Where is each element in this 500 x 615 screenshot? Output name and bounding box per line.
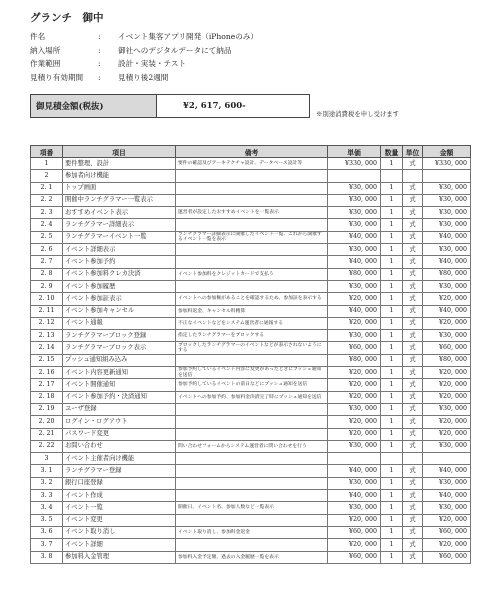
table-row xyxy=(31,280,471,292)
table-row xyxy=(31,231,471,243)
cell-remark xyxy=(176,194,328,206)
cell-item: イベント変更 xyxy=(63,514,176,526)
cell-no: 2. 4 xyxy=(31,219,63,231)
cell-item: 開催中ランチグラマー一覧表示 xyxy=(63,194,176,206)
cell-amount: ¥40, 000 xyxy=(423,490,471,502)
table-row xyxy=(31,391,471,403)
cell-price: ¥20, 000 xyxy=(328,416,381,428)
cell-remark: 開催日、イベント名、参加人数など一覧表示 xyxy=(176,502,328,514)
cell-qty: 1 xyxy=(381,367,403,379)
cell-qty: 1 xyxy=(381,231,403,243)
cell-remark: 参加料入金予定額、過去の入金履歴一覧を表示 xyxy=(176,551,328,563)
info-value: イベント集客アプリ開発（iPhoneのみ） xyxy=(118,32,258,41)
cell-item: パスワード変更 xyxy=(63,428,176,440)
info-colon: : xyxy=(98,45,101,55)
cell-item: イベント一覧 xyxy=(63,502,176,514)
table-row xyxy=(31,453,471,465)
cell-qty xyxy=(381,453,403,465)
cell-qty: 1 xyxy=(381,539,403,551)
cell-item: トップ画面 xyxy=(63,182,176,194)
cell-no: 2. 2 xyxy=(31,194,63,206)
header-unit: 単位 xyxy=(403,146,423,158)
cell-amount: ¥40, 000 xyxy=(423,256,471,268)
cell-remark: イベント取り消し、参加料金返金 xyxy=(176,526,328,538)
cell-price: ¥30, 000 xyxy=(328,182,381,194)
cell-qty: 1 xyxy=(381,244,403,256)
table-row xyxy=(31,317,471,329)
cell-amount: ¥30, 000 xyxy=(423,330,471,342)
cell-price: ¥40, 000 xyxy=(328,305,381,317)
cell-price: ¥60, 000 xyxy=(328,342,381,354)
cell-item: ランチグラマーイベント一覧 xyxy=(63,231,176,243)
cell-remark xyxy=(176,280,328,292)
table-row xyxy=(31,428,471,440)
cell-price: ¥40, 000 xyxy=(328,256,381,268)
table-row xyxy=(31,182,471,194)
cell-qty: 1 xyxy=(381,280,403,292)
cell-item: イベント通報 xyxy=(63,317,176,329)
cell-price: ¥20, 000 xyxy=(328,367,381,379)
cell-price: ¥30, 000 xyxy=(328,194,381,206)
estimate-table xyxy=(30,145,471,564)
cell-no: 3. 6 xyxy=(31,526,63,538)
cell-qty: 1 xyxy=(381,317,403,329)
cell-qty: 1 xyxy=(381,330,403,342)
cell-unit: 式 xyxy=(403,317,423,329)
info-row xyxy=(30,30,258,44)
cell-remark xyxy=(176,354,328,366)
cell-unit: 式 xyxy=(403,367,423,379)
table-row xyxy=(31,305,471,317)
cell-amount: ¥30, 000 xyxy=(423,502,471,514)
cell-price: ¥20, 000 xyxy=(328,514,381,526)
cell-remark: 参加予約しているイベント内容に変更があったときにプッシュ通知を送信 xyxy=(176,367,328,379)
cell-no: 2. 6 xyxy=(31,244,63,256)
cell-item: ランチグラマー詳細表示 xyxy=(63,219,176,231)
cell-item: ランチグラマーブロック表示 xyxy=(63,342,176,354)
cell-price: ¥30, 000 xyxy=(328,440,381,452)
table-row xyxy=(31,158,471,170)
cell-remark: イベントへの参加予約、参加料金決済完了時にプッシュ通知を送信 xyxy=(176,391,328,403)
cell-item: イベント参加証表示 xyxy=(63,293,176,305)
cell-amount: ¥30, 000 xyxy=(423,403,471,415)
cell-unit: 式 xyxy=(403,514,423,526)
table-row xyxy=(31,526,471,538)
table-row xyxy=(31,490,471,502)
cell-qty: 1 xyxy=(381,490,403,502)
cell-no: 3. 4 xyxy=(31,502,63,514)
table-row xyxy=(31,170,471,182)
cell-item: 銀行口座登録 xyxy=(63,477,176,489)
tax-note: ※別途消費税を申し受けます xyxy=(316,110,400,118)
cell-unit: 式 xyxy=(403,379,423,391)
cell-no: 2. 14 xyxy=(31,342,63,354)
cell-amount: ¥60, 000 xyxy=(423,342,471,354)
info-row xyxy=(30,57,258,71)
cell-unit: 式 xyxy=(403,207,423,219)
cell-item: イベント内容更新通知 xyxy=(63,367,176,379)
cell-unit: 式 xyxy=(403,182,423,194)
cell-item: お問い合わせ xyxy=(63,440,176,452)
cell-no: 1 xyxy=(31,158,63,170)
table-row xyxy=(31,354,471,366)
cell-no: 3. 7 xyxy=(31,539,63,551)
cell-remark: 問い合わせフォームからシステム運営者に問い合わせを行う xyxy=(176,440,328,452)
header-price: 単価 xyxy=(328,146,381,158)
info-row xyxy=(30,71,258,85)
cell-price: ¥20, 000 xyxy=(328,391,381,403)
cell-qty: 1 xyxy=(381,194,403,206)
cell-remark xyxy=(176,416,328,428)
cell-item: イベント参加料クレカ決済 xyxy=(63,268,176,280)
table-row xyxy=(31,207,471,219)
cell-item: 参加料入金管理 xyxy=(63,551,176,563)
cell-no: 2. 21 xyxy=(31,428,63,440)
cell-remark: 要件の確認及びアーキテクチャ設計、データベース設計等 xyxy=(176,158,328,170)
cell-qty: 1 xyxy=(381,416,403,428)
cell-remark xyxy=(176,182,328,194)
cell-no: 2. 9 xyxy=(31,280,63,292)
cell-no: 2. 12 xyxy=(31,317,63,329)
cell-amount: ¥40, 000 xyxy=(423,231,471,243)
cell-amount: ¥60, 000 xyxy=(423,551,471,563)
cell-amount: ¥20, 000 xyxy=(423,514,471,526)
cell-qty: 1 xyxy=(381,182,403,194)
cell-qty: 1 xyxy=(381,526,403,538)
cell-price xyxy=(328,170,381,182)
cell-no: 2. 13 xyxy=(31,330,63,342)
cell-remark xyxy=(176,490,328,502)
cell-amount: ¥40, 000 xyxy=(423,465,471,477)
table-row xyxy=(31,539,471,551)
cell-item: おすすめイベント表示 xyxy=(63,207,176,219)
cell-no: 2. 17 xyxy=(31,379,63,391)
info-value: 御社へのデジタルデータにて納品 xyxy=(118,45,232,55)
header-amount: 金額 xyxy=(423,146,471,158)
cell-qty: 1 xyxy=(381,440,403,452)
cell-unit: 式 xyxy=(403,330,423,342)
cell-qty: 1 xyxy=(381,219,403,231)
cell-price: ¥80, 000 xyxy=(328,268,381,280)
cell-unit: 式 xyxy=(403,256,423,268)
cell-item: イベント参加キャンセル xyxy=(63,305,176,317)
cell-remark xyxy=(176,539,328,551)
cell-item: ランチグラマーブロック登録 xyxy=(63,330,176,342)
cell-amount xyxy=(423,170,471,182)
cell-unit: 式 xyxy=(403,231,423,243)
cell-amount: ¥30, 000 xyxy=(423,477,471,489)
cell-remark: 参加料返金、キャンセル料精算 xyxy=(176,305,328,317)
cell-price: ¥20, 000 xyxy=(328,428,381,440)
table-row xyxy=(31,293,471,305)
cell-unit: 式 xyxy=(403,526,423,538)
cell-amount: ¥30, 000 xyxy=(423,207,471,219)
info-value: 設計・実装・テスト xyxy=(118,59,187,68)
cell-remark: ランチグラマー詳細表示に開催したイベント一覧、これから開催するイベント一覧を表示 xyxy=(176,231,328,243)
cell-price: ¥30, 000 xyxy=(328,280,381,292)
cell-amount: ¥80, 000 xyxy=(423,354,471,366)
cell-unit: 式 xyxy=(403,280,423,292)
cell-remark xyxy=(176,170,328,182)
cell-no: 2. 8 xyxy=(31,268,63,280)
cell-qty xyxy=(381,170,403,182)
cell-amount: ¥30, 000 xyxy=(423,280,471,292)
cell-no: 2. 16 xyxy=(31,367,63,379)
cell-price: ¥30, 000 xyxy=(328,403,381,415)
table-row xyxy=(31,502,471,514)
info-key: 件名 xyxy=(30,32,46,41)
cell-price xyxy=(328,453,381,465)
info-key: 作業範囲 xyxy=(30,59,61,68)
cell-qty: 1 xyxy=(381,428,403,440)
cell-no: 2. 7 xyxy=(31,256,63,268)
cell-no: 2. 19 xyxy=(31,403,63,415)
cell-unit: 式 xyxy=(403,219,423,231)
cell-unit: 式 xyxy=(403,244,423,256)
table-row xyxy=(31,219,471,231)
cell-qty: 1 xyxy=(381,477,403,489)
cell-amount: ¥20, 000 xyxy=(423,317,471,329)
cell-price: ¥30, 000 xyxy=(328,219,381,231)
cell-price: ¥40, 000 xyxy=(328,465,381,477)
info-key: 見積り有効期間 xyxy=(30,72,84,82)
cell-price: ¥20, 000 xyxy=(328,539,381,551)
cell-remark: 指定したランチグラマーをブロックする xyxy=(176,330,328,342)
cell-item: 参加者向け機能 xyxy=(63,170,176,182)
cell-unit: 式 xyxy=(403,502,423,514)
cell-unit xyxy=(403,453,423,465)
estimate-info xyxy=(30,30,258,84)
cell-no: 2. 15 xyxy=(31,354,63,366)
cell-qty: 1 xyxy=(381,342,403,354)
cell-no: 2. 22 xyxy=(31,440,63,452)
cell-unit: 式 xyxy=(403,342,423,354)
cell-unit: 式 xyxy=(403,305,423,317)
cell-amount: ¥60, 000 xyxy=(423,526,471,538)
table-row xyxy=(31,379,471,391)
cell-qty: 1 xyxy=(381,551,403,563)
cell-price: ¥20, 000 xyxy=(328,379,381,391)
cell-remark: 運営者が設定したおすすめイベントを一覧表示 xyxy=(176,207,328,219)
cell-unit: 式 xyxy=(403,477,423,489)
total-amount-value: ¥2, 617, 600- xyxy=(183,101,246,111)
cell-amount: ¥20, 000 xyxy=(423,293,471,305)
cell-unit: 式 xyxy=(403,428,423,440)
cell-no: 3. 1 xyxy=(31,465,63,477)
info-colon: : xyxy=(98,32,101,41)
cell-remark xyxy=(176,465,328,477)
cell-amount: ¥20, 000 xyxy=(423,379,471,391)
cell-item: ユーザ登録 xyxy=(63,403,176,415)
cell-item: イベント参加予約・決済通知 xyxy=(63,391,176,403)
cell-price: ¥40, 000 xyxy=(328,231,381,243)
info-key: 納入場所 xyxy=(30,45,61,55)
info-value: 見積り後2週間 xyxy=(118,72,169,82)
cell-price: ¥330, 000 xyxy=(328,158,381,170)
cell-no: 3. 8 xyxy=(31,551,63,563)
cell-amount: ¥30, 000 xyxy=(423,440,471,452)
cell-qty: 1 xyxy=(381,379,403,391)
cell-no: 3. 2 xyxy=(31,477,63,489)
cell-unit: 式 xyxy=(403,354,423,366)
cell-item: イベント詳細 xyxy=(63,539,176,551)
cell-unit: 式 xyxy=(403,194,423,206)
cell-unit: 式 xyxy=(403,539,423,551)
info-row xyxy=(30,44,258,58)
cell-no: 2. 1 xyxy=(31,182,63,194)
info-colon: : xyxy=(98,59,101,68)
cell-qty: 1 xyxy=(381,256,403,268)
cell-unit: 式 xyxy=(403,551,423,563)
table-row xyxy=(31,244,471,256)
cell-amount: ¥20, 000 xyxy=(423,428,471,440)
header-qty: 数量 xyxy=(381,146,403,158)
cell-amount: ¥80, 000 xyxy=(423,268,471,280)
cell-qty: 1 xyxy=(381,514,403,526)
cell-amount: ¥30, 000 xyxy=(423,244,471,256)
cell-no: 2. 11 xyxy=(31,305,63,317)
cell-qty: 1 xyxy=(381,305,403,317)
cell-no: 2. 3 xyxy=(31,207,63,219)
table-row xyxy=(31,342,471,354)
cell-qty: 1 xyxy=(381,465,403,477)
cell-unit: 式 xyxy=(403,391,423,403)
cell-no: 2 xyxy=(31,170,63,182)
cell-amount: ¥20, 000 xyxy=(423,391,471,403)
cell-remark xyxy=(176,256,328,268)
cell-item: ログイン・ログアウト xyxy=(63,416,176,428)
cell-price: ¥30, 000 xyxy=(328,244,381,256)
cell-amount: ¥20, 000 xyxy=(423,416,471,428)
cell-unit: 式 xyxy=(403,403,423,415)
cell-qty: 1 xyxy=(381,268,403,280)
cell-price: ¥20, 000 xyxy=(328,293,381,305)
cell-remark xyxy=(176,403,328,415)
header-item: 項目 xyxy=(63,146,176,158)
cell-price: ¥60, 000 xyxy=(328,551,381,563)
cell-unit xyxy=(403,170,423,182)
cell-qty: 1 xyxy=(381,403,403,415)
cell-item: イベント開催通知 xyxy=(63,379,176,391)
estimate-table-body xyxy=(31,158,471,564)
cell-amount: ¥20, 000 xyxy=(423,539,471,551)
table-row xyxy=(31,268,471,280)
table-row xyxy=(31,416,471,428)
cell-amount: ¥330, 000 xyxy=(423,158,471,170)
cell-no: 3. 3 xyxy=(31,490,63,502)
header-no: 項番 xyxy=(31,146,63,158)
cell-price: ¥30, 000 xyxy=(328,207,381,219)
table-row xyxy=(31,403,471,415)
cell-price: ¥40, 000 xyxy=(328,490,381,502)
cell-amount: ¥20, 000 xyxy=(423,367,471,379)
cell-remark: イベントへの参加権があることを確認するため、参加証を表示する xyxy=(176,293,328,305)
cell-remark xyxy=(176,514,328,526)
table-row xyxy=(31,465,471,477)
cell-item: イベント作成 xyxy=(63,490,176,502)
cell-remark xyxy=(176,219,328,231)
cell-item: イベント参加履歴 xyxy=(63,280,176,292)
cell-qty: 1 xyxy=(381,391,403,403)
cell-qty: 1 xyxy=(381,293,403,305)
cell-amount: ¥30, 000 xyxy=(423,194,471,206)
cell-price: ¥30, 000 xyxy=(328,330,381,342)
cell-item: イベント詳細表示 xyxy=(63,244,176,256)
cell-qty: 1 xyxy=(381,158,403,170)
cell-item: イベント主催者向け機能 xyxy=(63,453,176,465)
total-amount-box xyxy=(30,94,310,118)
cell-price: ¥60, 000 xyxy=(328,526,381,538)
cell-price: ¥20, 000 xyxy=(328,317,381,329)
cell-remark xyxy=(176,453,328,465)
recipient-name: グランチ 御中 xyxy=(30,12,104,24)
cell-unit: 式 xyxy=(403,158,423,170)
cell-no: 2. 18 xyxy=(31,391,63,403)
cell-remark xyxy=(176,428,328,440)
table-row xyxy=(31,477,471,489)
cell-unit: 式 xyxy=(403,440,423,452)
cell-amount: ¥40, 000 xyxy=(423,305,471,317)
cell-price: ¥30, 000 xyxy=(328,477,381,489)
total-amount-label: 御見積金額(税抜) xyxy=(31,95,157,117)
cell-unit: 式 xyxy=(403,490,423,502)
cell-qty: 1 xyxy=(381,354,403,366)
cell-remark xyxy=(176,244,328,256)
cell-no: 3. 5 xyxy=(31,514,63,526)
table-row xyxy=(31,551,471,563)
cell-item: 要件整理、設計 xyxy=(63,158,176,170)
cell-item: イベント取り消し xyxy=(63,526,176,538)
table-row xyxy=(31,330,471,342)
cell-remark: 参加予約しているイベントの前日などにプッシュ通知を送信 xyxy=(176,379,328,391)
cell-item: イベント参加予約 xyxy=(63,256,176,268)
table-header-row xyxy=(31,146,471,158)
cell-unit: 式 xyxy=(403,465,423,477)
cell-price: ¥80, 000 xyxy=(328,354,381,366)
cell-amount: ¥30, 000 xyxy=(423,182,471,194)
cell-item: プッシュ通知組み込み xyxy=(63,354,176,366)
table-row xyxy=(31,367,471,379)
info-colon: : xyxy=(98,72,101,82)
cell-price: ¥30, 000 xyxy=(328,502,381,514)
cell-amount xyxy=(423,453,471,465)
cell-amount: ¥30, 000 xyxy=(423,219,471,231)
cell-no: 2. 5 xyxy=(31,231,63,243)
header-remark: 備考 xyxy=(176,146,328,158)
cell-no: 2. 10 xyxy=(31,293,63,305)
cell-qty: 1 xyxy=(381,502,403,514)
table-row xyxy=(31,440,471,452)
cell-qty: 1 xyxy=(381,207,403,219)
table-row xyxy=(31,514,471,526)
cell-remark: 不正なイベントなどをシステム運営者に通報する xyxy=(176,317,328,329)
cell-remark: イベント参加料をクレジットカードで支払う xyxy=(176,268,328,280)
table-row xyxy=(31,256,471,268)
cell-no: 2. 20 xyxy=(31,416,63,428)
cell-unit: 式 xyxy=(403,268,423,280)
cell-remark xyxy=(176,477,328,489)
cell-unit: 式 xyxy=(403,416,423,428)
cell-no: 3 xyxy=(31,453,63,465)
cell-unit: 式 xyxy=(403,293,423,305)
table-row xyxy=(31,194,471,206)
cell-item: ランチグラマー登録 xyxy=(63,465,176,477)
cell-remark: ブロックしたランチグラマーのイベントなどが表示されないようにする xyxy=(176,342,328,354)
